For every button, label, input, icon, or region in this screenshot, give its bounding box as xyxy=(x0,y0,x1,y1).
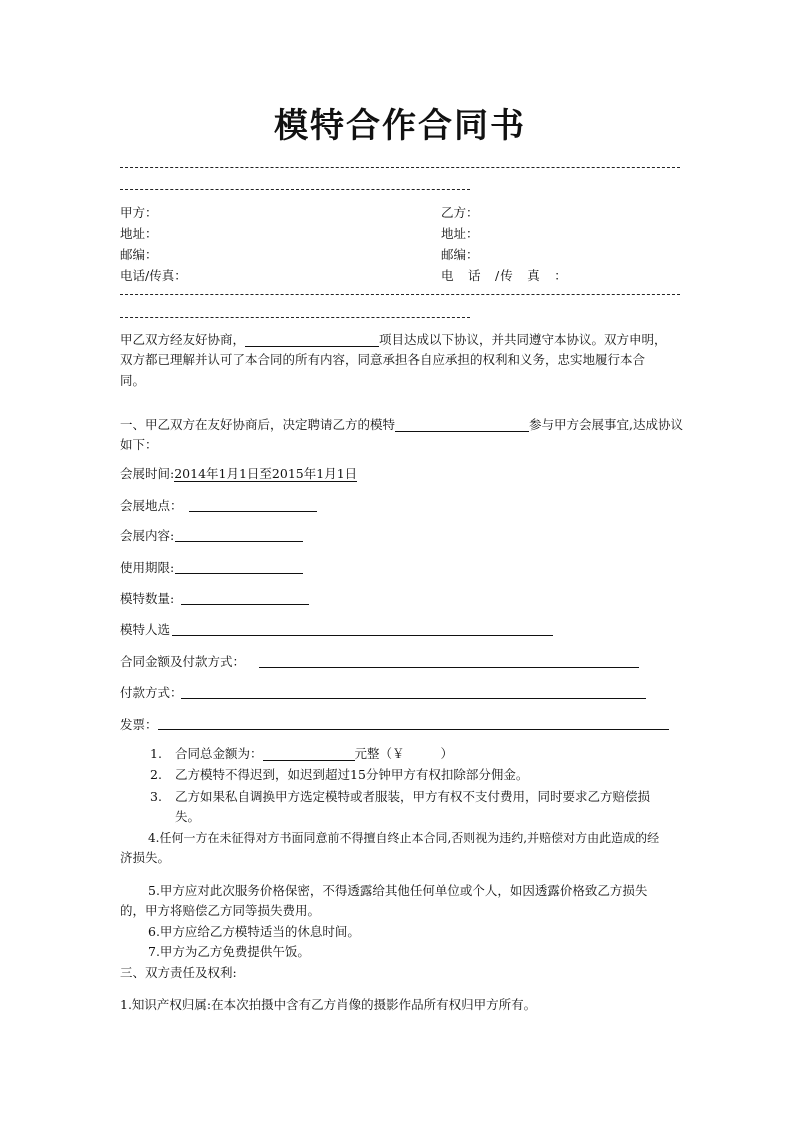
page-title: 模特合作合同书 xyxy=(274,106,526,146)
party-a-phone: 电话/传真： xyxy=(120,268,187,283)
models-blank xyxy=(172,635,553,636)
section1-text: 一、甲乙双方在友好协商后，决定聘请乙方的模特 xyxy=(120,417,396,432)
party-b-address: 地址： xyxy=(441,226,479,241)
section1-text: 参与甲方会展事宜,达成协议 xyxy=(529,417,683,432)
item-3-line-1: 乙方如果私自调换甲方选定模特或者服装，甲方有权不支付费用，同时要求乙方赔偿损 xyxy=(175,789,651,804)
separator-line xyxy=(120,294,680,295)
period-blank xyxy=(175,573,303,574)
item-1-text: ） xyxy=(440,746,454,761)
party-a-zip: 邮编： xyxy=(120,247,158,262)
item-number: 3. xyxy=(150,789,162,804)
intro-line-1 xyxy=(120,332,667,348)
amount-blank xyxy=(259,667,639,668)
item-1-text: 元整（￥ xyxy=(354,746,405,761)
place-label: 会展地点： xyxy=(120,498,183,513)
item-4-line-1: 4.任何一方在未征得对方书面同意前不得擅自终止本合同,否则视为违约,并赔偿对方由此造成的经 xyxy=(148,831,660,845)
section1-line-1 xyxy=(120,417,683,433)
section3-heading: 三、双方责任及权利: xyxy=(120,965,237,980)
ip-clause: 1.知识产权归属:在本次拍摄中含有乙方肖像的摄影作品所有权归甲方所有。 xyxy=(120,997,537,1012)
intro-line-3: 同。 xyxy=(120,373,146,388)
item-7: 7.甲方为乙方免费提供午饭。 xyxy=(148,944,310,959)
intro-text: 项目达成以下协议，并共同遵守本协议。双方申明， xyxy=(379,332,667,347)
payment-label: 付款方式： xyxy=(120,685,183,700)
item-5-line-2: 的，甲方将赔偿乙方同等损失费用。 xyxy=(120,903,321,918)
party-a-label: 甲方： xyxy=(120,205,158,220)
party-b-label: 乙方： xyxy=(441,205,479,220)
total-amount-blank xyxy=(263,746,355,761)
count-label: 模特数量: xyxy=(120,591,175,606)
amount-label: 合同金额及付款方式： xyxy=(120,654,246,669)
invoice-label: 发票： xyxy=(120,717,158,732)
item-3-line-2: 失。 xyxy=(175,809,201,824)
separator-line xyxy=(120,317,470,318)
count-blank xyxy=(181,604,309,605)
party-b-phone: 电 话 /传 真 ： xyxy=(441,268,568,283)
exhibition-time xyxy=(120,466,357,482)
separator-line xyxy=(120,189,470,190)
party-a-address: 地址： xyxy=(120,226,158,241)
item-5-line-1: 5.甲方应对此次服务价格保密，不得透露给其他任何单位或个人，如因透露价格致乙方损失 xyxy=(148,883,648,898)
project-blank xyxy=(245,332,379,347)
models-label: 模特人选 xyxy=(120,622,171,637)
content-blank xyxy=(175,541,303,542)
intro-text: 甲乙双方经友好协商， xyxy=(120,332,246,347)
party-b-zip: 邮编： xyxy=(441,247,479,262)
item-6: 6.甲方应给乙方模特适当的休息时间。 xyxy=(148,924,360,939)
item-4-line-2: 济损失。 xyxy=(120,850,171,865)
item-1-text: 合同总金额为： xyxy=(175,746,263,761)
invoice-blank xyxy=(158,729,669,730)
item-2: 乙方模特不得迟到，如迟到超过15分钟甲方有权扣除部分佣金。 xyxy=(175,767,529,782)
period-label: 使用期限: xyxy=(120,560,175,575)
separator-line xyxy=(120,167,680,168)
item-1 xyxy=(175,746,453,762)
time-value: 2014年1月1日至2015年1月1日 xyxy=(174,466,358,481)
time-label: 会展时间: xyxy=(120,466,175,481)
payment-blank xyxy=(181,698,646,699)
intro-line-2: 双方都已理解并认可了本合同的所有内容，同意承担各自应承担的权利和义务，忠实地履行本合 xyxy=(120,352,646,367)
content-label: 会展内容: xyxy=(120,528,175,543)
model-agency-blank xyxy=(395,417,529,432)
item-number: 1. xyxy=(150,746,162,761)
section1-line-2: 如下： xyxy=(120,437,158,452)
place-blank xyxy=(189,511,317,512)
item-number: 2. xyxy=(150,767,162,782)
